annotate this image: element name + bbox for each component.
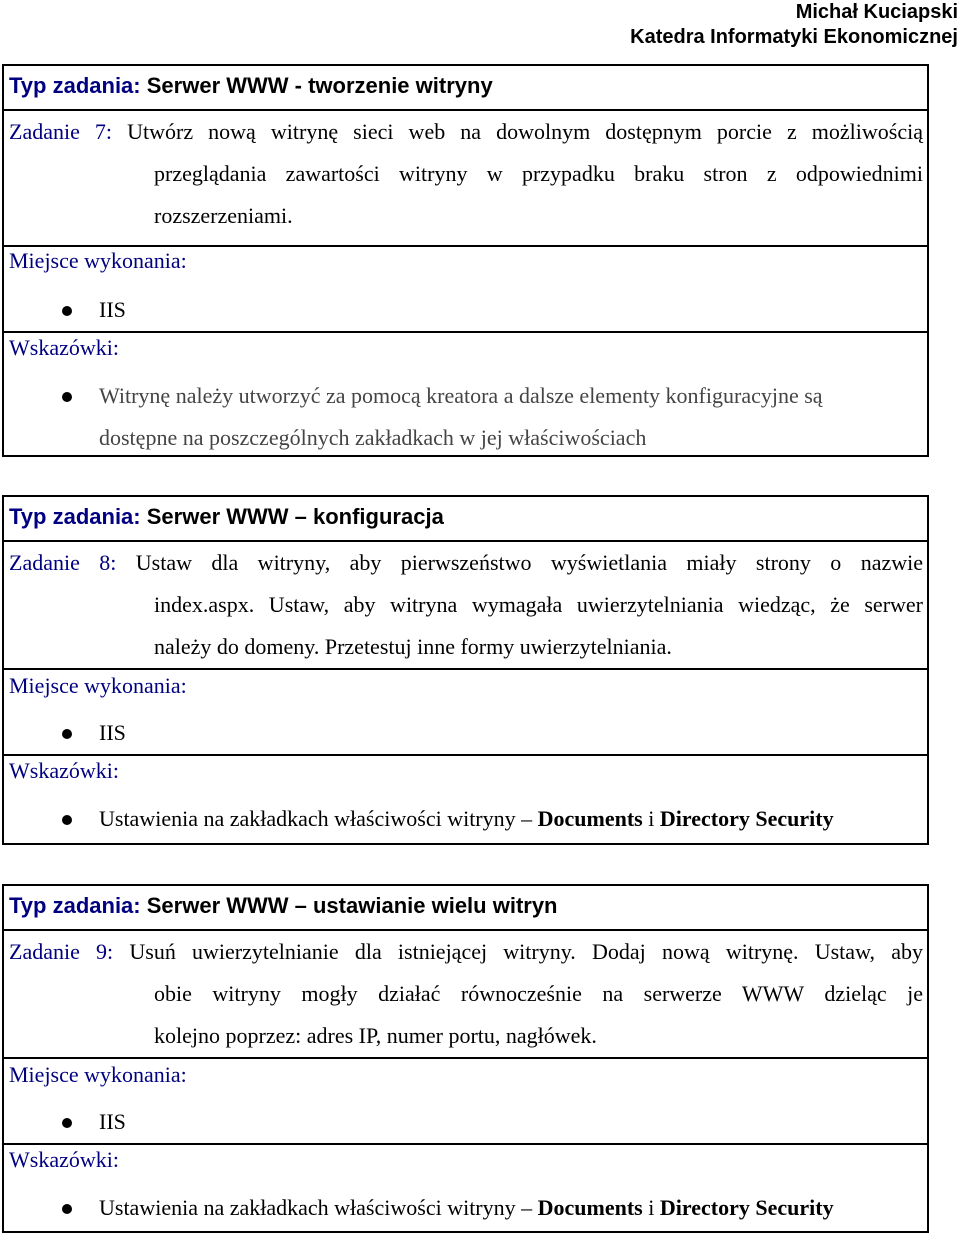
task-line: rozszerzeniami. (154, 203, 293, 228)
hints-row (4, 754, 927, 843)
task-line: Utwórz nową witrynę sieci web na dowolnym dostępnym porcie z możliwością (127, 119, 923, 144)
hint-bold-directory-security: Directory Security (659, 806, 834, 831)
bullet-icon (62, 306, 72, 316)
place-label: Miejsce wykonania: (9, 1062, 187, 1087)
task-box-9 (2, 884, 929, 1233)
hint-line: Witrynę należy utworzyć za pomocą kreatora a dalsze elementy konfiguracyjne są (99, 383, 823, 408)
bullet-icon (62, 815, 72, 825)
bullet-icon (62, 1118, 72, 1128)
task-type-label: Typ zadania: (9, 893, 141, 918)
place-label: Miejsce wykonania: (9, 248, 187, 273)
task-type-value: Serwer WWW – ustawianie wielu witryn (146, 893, 558, 918)
hints-label: Wskazówki: (9, 335, 119, 360)
hints-label: Wskazówki: (9, 758, 119, 783)
place-row (4, 668, 927, 754)
task-line: Ustaw dla witryny, aby pierwszeństwo wyświetlania miały strony o nazwie (135, 550, 923, 575)
place-value: IIS (99, 720, 126, 745)
place-row (4, 245, 927, 331)
hints-row (4, 331, 927, 457)
hint-bold-documents: Documents (537, 1195, 643, 1220)
list-item (4, 289, 927, 331)
author-name: Michał Kuciapski (795, 1, 958, 23)
hints-label: Wskazówki: (9, 1147, 119, 1172)
task-line: index.aspx. Ustaw, aby witryna wymagała uwierzytelniania wiedząc, że serwer (154, 592, 923, 617)
task-type-value: Serwer WWW – konfiguracja (146, 504, 444, 529)
list-item (4, 798, 927, 840)
task-type-label: Typ zadania: (9, 73, 141, 98)
department-name: Katedra Informatyki Ekonomicznej (630, 26, 958, 48)
bullet-icon (62, 392, 72, 402)
task-description (4, 540, 927, 668)
list-item (4, 375, 927, 459)
list-item (4, 1187, 927, 1229)
task-line: kolejno poprzez: adres IP, numer portu, nagłówek. (154, 1023, 597, 1048)
hint-bold-directory-security: Directory Security (659, 1195, 834, 1220)
hint-prefix: Ustawienia na zakładkach właściwości witryny – (99, 1195, 538, 1220)
bullet-icon (62, 1204, 72, 1214)
task-label: Zadanie 9: (9, 939, 114, 964)
hint-mid: i (642, 806, 660, 831)
task-type-row (4, 497, 927, 540)
task-type-value: Serwer WWW - tworzenie witryny (146, 73, 493, 98)
place-label: Miejsce wykonania: (9, 673, 187, 698)
task-type-row (4, 66, 927, 109)
task-description (4, 929, 927, 1057)
hint-line: dostępne na poszczególnych zakładkach w jej właściwościach (99, 425, 647, 450)
place-row (4, 1057, 927, 1143)
place-value: IIS (99, 297, 126, 322)
hint-bold-documents: Documents (537, 806, 643, 831)
task-line: przeglądania zawartości witryny w przypadku braku stron z odpowiednimi (154, 161, 923, 186)
task-description (4, 109, 927, 245)
hints-row (4, 1143, 927, 1231)
page-header (630, 0, 958, 50)
hint-prefix: Ustawienia na zakładkach właściwości witryny – (99, 806, 538, 831)
task-label: Zadanie 7: (9, 119, 113, 144)
bullet-icon (62, 729, 72, 739)
hint-mid: i (642, 1195, 660, 1220)
task-label: Zadanie 8: (9, 550, 117, 575)
task-type-row (4, 886, 927, 929)
task-line: obie witryny mogły działać równocześnie na serwerze WWW dzieląc je (154, 981, 923, 1006)
list-item (4, 1101, 927, 1143)
task-line: należy do domeny. Przetestuj inne formy uwierzytelniania. (154, 634, 672, 659)
list-item (4, 712, 927, 754)
task-line: Usuń uwierzytelnianie dla istniejącej witryny. Dodaj nową witrynę. Ustaw, aby (129, 939, 923, 964)
task-box-8 (2, 495, 929, 845)
task-box-7 (2, 64, 929, 457)
place-value: IIS (99, 1109, 126, 1134)
task-type-label: Typ zadania: (9, 504, 141, 529)
